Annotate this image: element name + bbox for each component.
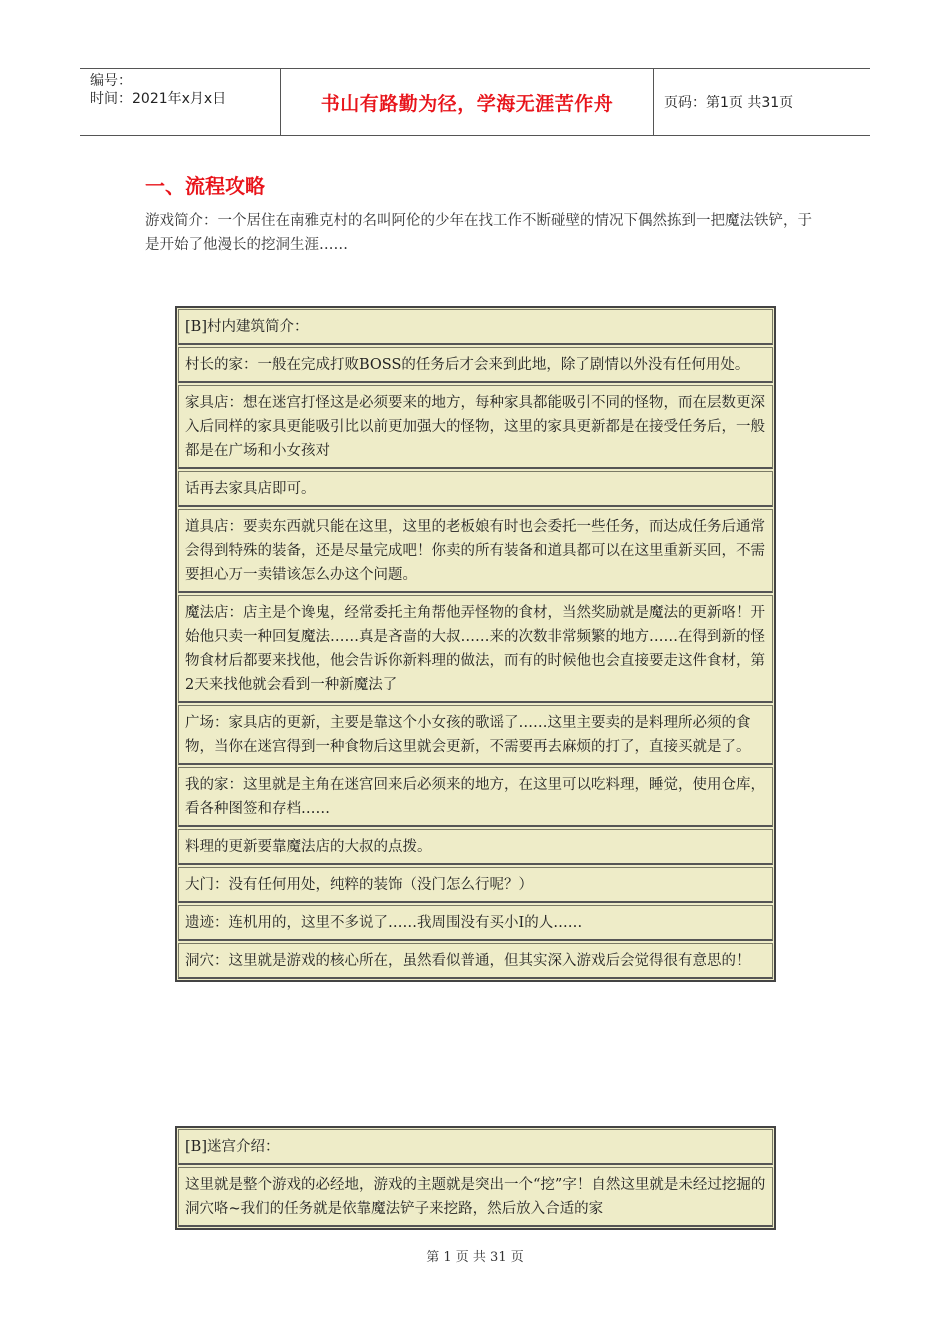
page-code: 页码：第1页 共31页	[664, 95, 794, 111]
box-row: 魔法店：店主是个谗鬼，经常委托主角帮他弄怪物的食材，当然奖励就是魔法的更新咯！开始他只卖一种回复魔法……真是吝啬的大叔……来的次数非常频繁的地方……在得到新的怪物食材后都要来找他，他会告诉你新料理的做法，而有的时候他也会直接要走这件食材，第2天来找他就会看到一种新魔法了	[178, 595, 773, 703]
maze-box	[175, 1126, 776, 1230]
box-row: 家具店：想在迷宫打怪这是必须要来的地方，每种家具都能吸引不同的怪物，而在层数更深入后同样的家具更能吸引比以前更加强大的怪物，这里的家具更新都是在接受任务后，一般都是在广场和小女孩对	[178, 385, 773, 469]
header-left-cell	[80, 69, 281, 135]
box-row: 料理的更新要靠魔法店的大叔的点拨。	[178, 829, 773, 865]
intro-paragraph: 游戏简介：一个居住在南雅克村的名叫阿伦的少年在找工作不断碰壁的情况下偶然拣到一把魔法铁铲，于是开始了他漫长的挖洞生涯……	[145, 213, 812, 253]
motto: 书山有路勤为径，学海无涯苦作舟	[281, 69, 654, 135]
time-label: 时间：2021年x月x日	[90, 91, 227, 107]
number-label: 编号：	[90, 73, 132, 89]
section-title: 一、流程攻略	[145, 174, 265, 198]
box-row: 大门：没有任何用处，纯粹的装饰（没门怎么行呢？）	[178, 867, 773, 903]
box-row: 话再去家具店即可。	[178, 471, 773, 507]
box-row: 道具店：要卖东西就只能在这里，这里的老板娘有时也会委托一些任务，而达成任务后通常会得到特殊的装备，还是尽量完成吧！你卖的所有装备和道具都可以在这里重新买回，不需要担心万一卖错该怎么办这个问题。	[178, 509, 773, 593]
box-heading: [B]迷宫介绍：	[178, 1129, 773, 1165]
page-footer: 第 1 页 共 31 页	[426, 1250, 524, 1265]
box-row: 遗迹：连机用的，这里不多说了……我周围没有买小I的人……	[178, 905, 773, 941]
box-row: 洞穴：这里就是游戏的核心所在，虽然看似普通，但其实深入游戏后会觉得很有意思的！	[178, 943, 773, 979]
box-row: 村长的家：一般在完成打败BOSS的任务后才会来到此地，除了剧情以外没有任何用处。	[178, 347, 773, 383]
village-buildings-box	[175, 306, 776, 982]
box-heading: [B]村内建筑简介：	[178, 309, 773, 345]
header-table	[80, 68, 870, 136]
box-row: 这里就是整个游戏的必经地，游戏的主题就是突出一个“挖”字！自然这里就是未经过挖掘的洞穴咯~我们的任务就是依靠魔法铲子来挖路，然后放入合适的家	[178, 1167, 773, 1227]
box-row: 广场：家具店的更新，主要是靠这个小女孩的歌谣了……这里主要卖的是料理所必须的食物，当你在迷宫得到一种食物后这里就会更新，不需要再去麻烦的打了，直接买就是了。	[178, 705, 773, 765]
box-row: 我的家：这里就是主角在迷宫回来后必须来的地方，在这里可以吃料理，睡觉，使用仓库，看各种图签和存档……	[178, 767, 773, 827]
